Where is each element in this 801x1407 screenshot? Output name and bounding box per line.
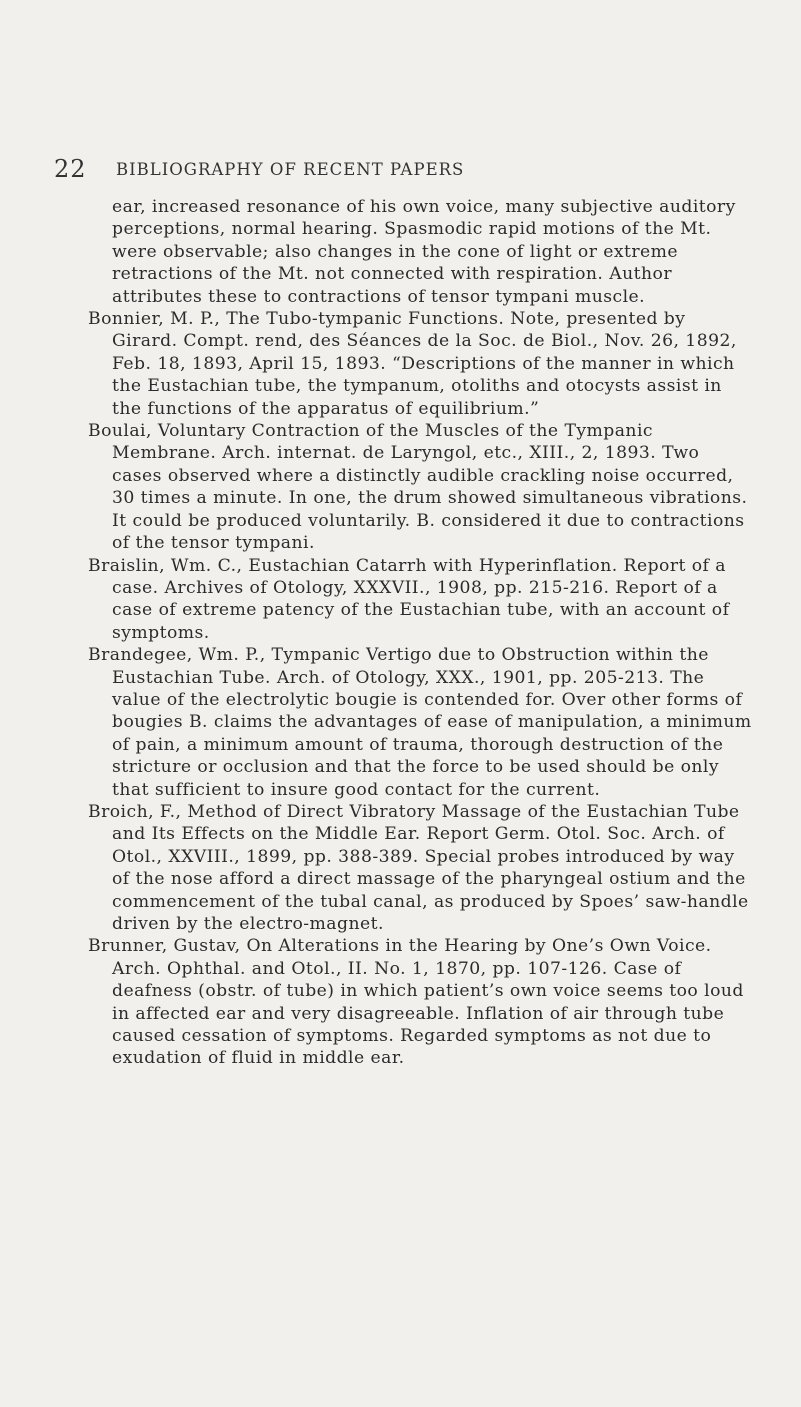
bibliography-entry-braislin: Braislin, Wm. C., Eustachian Catarrh with Hyperinflation. Report of a case. Archives of Otology, XXXVII., 1908, pp. 215-216. Report of a case of extreme patency of the Eustachian tube, with an account of symptoms. bbox=[88, 555, 730, 643]
bibliography-entry-broich: Broich, F., Method of Direct Vibratory Massage of the Eustachian Tube and Its Effects on the Middle Ear. Report Germ. Otol. Soc. Arch. of Otol., XXVIII., 1899, pp. 388-389. Special probes introduced by way of the nose afford a direct massage of the pharyngeal ostium and the commencement of the tubal canal, as produced by Spoes’ saw-handle driven by the electro-magnet. bbox=[88, 801, 749, 934]
bibliography-entry-bonnier: Bonnier, M. P., The Tubo-tympanic Functions. Note, presented by Girard. Compt. rend, des Séances de la Soc. de Biol., Nov. 26, 1892, Feb. 18, 1893, April 15, 1893. “Descriptions of the manner in which the Eustachian tube, the tympanum, otoliths and otocysts assist in the functions of the apparatus of equilibrium.” bbox=[88, 309, 737, 419]
bibliography-entry-brunner: Brunner, Gustav, On Alterations in the Hearing by One’s Own Voice. Arch. Ophthal. and Otol., II. No. 1, 1870, pp. 107-126. Case of deafness (obstr. of tube) in which patient’s own voice seems too loud in affected ear and very disagreeable. Inflation of air through tube caused cessation of symptoms. Regarded symptoms as not due to exudation of fluid in middle ear. bbox=[88, 936, 744, 1069]
bibliography-entry-boulai: Boulai, Voluntary Contraction of the Muscles of the Tympanic Membrane. Arch. internat. de Laryngol, etc., XIII., 2, 1893. Two cases observed where a distinctly audible crackling noise occurred, 30 times a minute. In one, the drum showed simultaneous vibrations. It could be produced voluntarily. B. considered it due to contractions of the tensor tympani. bbox=[88, 421, 748, 554]
page-number: 22 bbox=[54, 155, 87, 183]
bibliography-list bbox=[88, 196, 753, 1070]
bibliography-entry-continued: ear, increased resonance of his own voice, many subjective auditory perceptions, normal hearing. Spasmodic rapid motions of the Mt. were observable; also changes in the cone of light or extreme retractions of the Mt. not connected with respiration. Author attributes these to contractions of tensor tympani muscle. bbox=[112, 197, 736, 307]
running-head: BIBLIOGRAPHY OF RECENT PAPERS bbox=[116, 160, 465, 179]
bibliography-entry-brandegee: Brandegee, Wm. P., Tympanic Vertigo due to Obstruction within the Eustachian Tube. Arch. of Otology, XXX., 1901, pp. 205-213. The value of the electrolytic bougie is contended for. Over other forms of bougies B. claims the advantages of ease of manipulation, a minimum of pain, a minimum amount of trauma, thorough destruction of the stricture or occlusion and that the force to be used should be only that sufficient to insure good contact for the current. bbox=[88, 645, 752, 800]
